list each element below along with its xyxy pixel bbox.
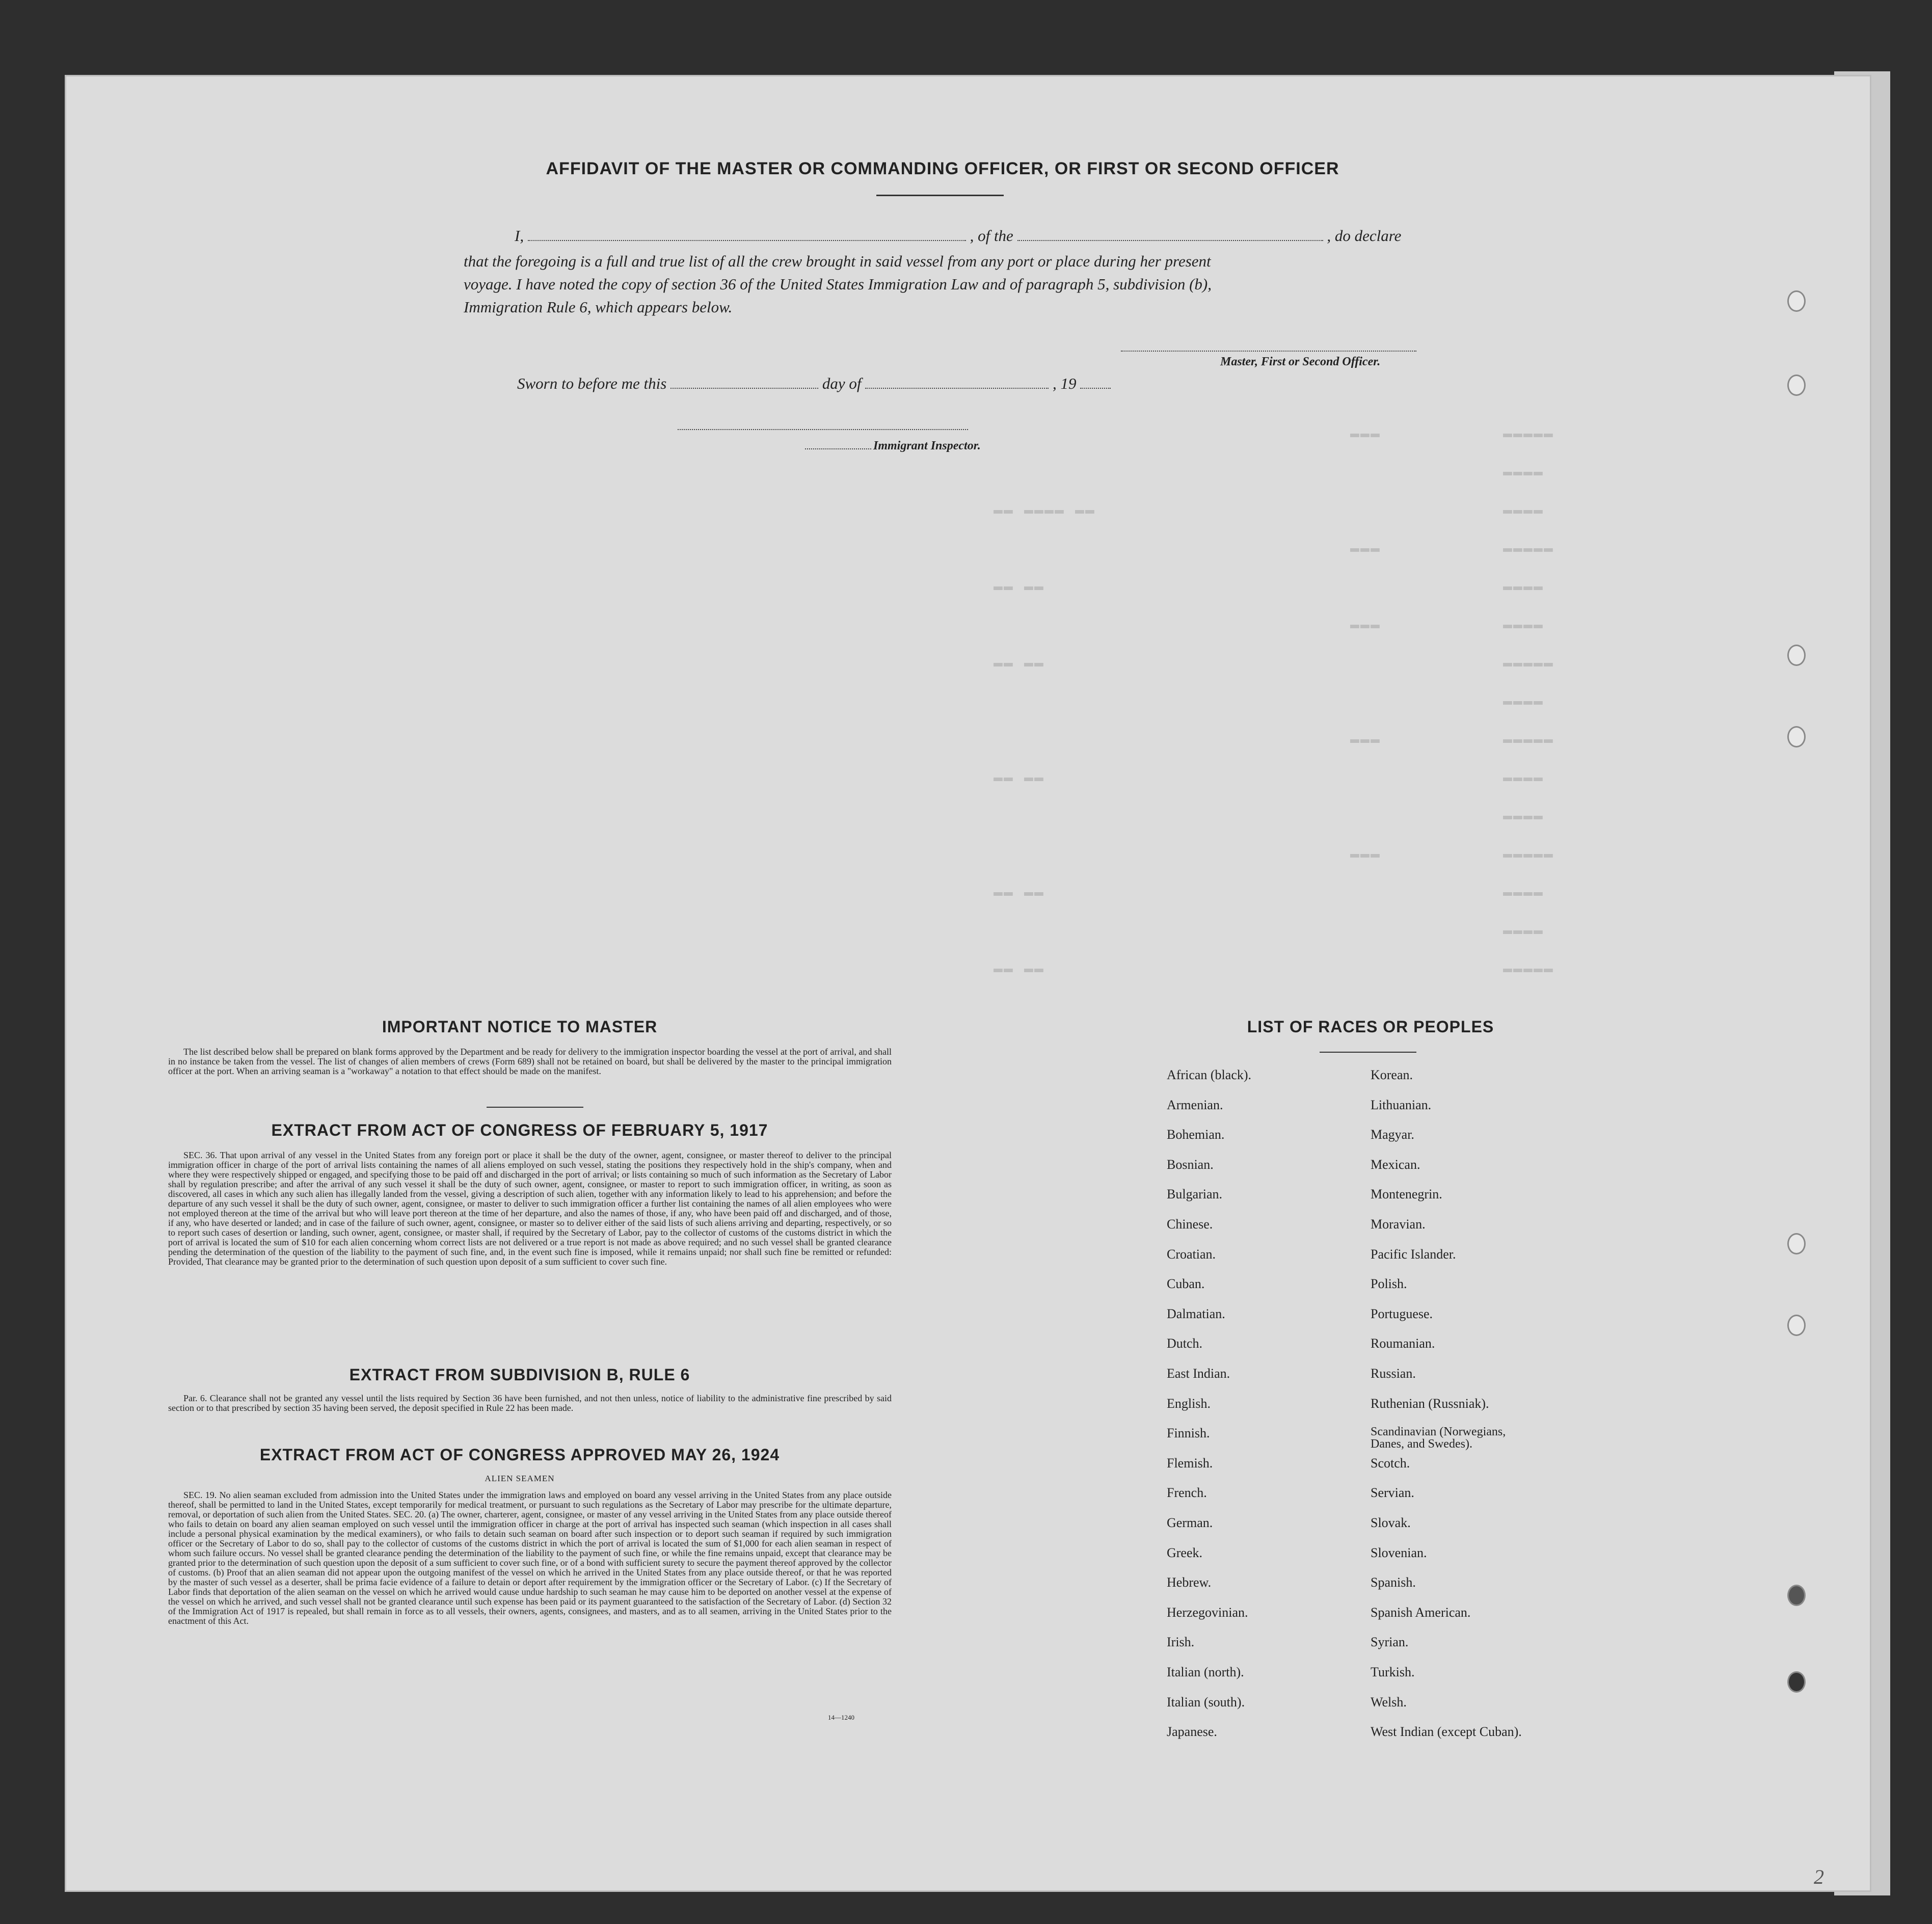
bleed-through-row: ▬▬▬▬ <box>1503 617 1544 634</box>
race-item: German. <box>1167 1515 1213 1530</box>
bleed-through-row: ▬▬▬▬ <box>1503 808 1544 825</box>
binder-hole <box>1787 1671 1806 1693</box>
race-item: Slovak. <box>1371 1515 1411 1530</box>
race-item: East Indian. <box>1167 1366 1230 1381</box>
bleed-through-row: ▬▬▬ <box>1350 425 1381 443</box>
bleed-through-row: ▬▬▬▬▬ <box>1503 731 1554 749</box>
bleed-through-row: ▬▬▬ <box>1350 617 1381 634</box>
race-item: Bulgarian. <box>1167 1187 1223 1202</box>
race-item: French. <box>1167 1485 1207 1501</box>
binder-hole <box>1787 1585 1806 1606</box>
race-item: Portuguese. <box>1371 1306 1433 1321</box>
race-item: English. <box>1167 1396 1211 1411</box>
race-item: Cuban. <box>1167 1276 1205 1292</box>
race-item: Lithuanian. <box>1371 1097 1432 1112</box>
extract-1924-text: SEC. 19. No alien seaman excluded from admission into the United States under the immigration laws and employed on board any vessel arriving in the United States from any place outside thereof, shall be permitted to land in the United States, except temporarily for medical treatment, or pursuant to such regulations as the Secretary of Labor may prescribe for the ultimate departure, removal, or deportation of such alien from the United States. SEC. 20. (a) The owner, charterer, agent, consignee, or master of any vessel arriving in the United States from any place outside thereof who fails to detain on board any alien seaman employed on such vessel until the immigration officer in charge at the port of arrival has inspected such seaman (which inspection in all cases shall include a personal physical examination by the medical examiners), or who fails to detain such seaman on board after such inspection or to deport such seaman if required by such immigration officer or the Secretary of Labor to do so, shall pay to the collector of customs of the customs district in which the port of arrival is located the sum of $1,000 for each alien seaman in respect of whom such failure occurs. No vessel shall be granted clearance pending the determination of the liability to the payment of such fine, or while the fine remains unpaid, except that clearance may be granted prior to the determination of such question upon the deposit of a sum sufficient to cover such fine, or of a bond with sufficient surety to secure the payment thereof approved by the collector of customs. (b) Proof that an alien seaman did not appear upon the outgoing manifest of the vessel on which he arrived in the United States from any place outside thereof, or that he was reported by the master of such vessel as a deserter, shall be prima facie evidence of a failure to detain or deport after requirement by the immigration officer or the Secretary of Labor. (c) If the Secretary of Labor finds that deportation of the alien seaman on the vessel on which he arrived would cause undue hardship to such seaman he may cause him to be deported on another vessel at the expense of the vessel on which he arrived, and such vessel shall not be granted clearance until such expense has been paid or its payment guaranteed to the satisfaction of the Secretary of Labor. (d) Section 32 of the Immigration Act of 1917 is repealed, but shall remain in force as to all vessels, their owners, agents, consignees, and masters, and as to all seamen, arriving in the United States prior to the enactment of this Act. <box>168 1490 892 1626</box>
race-item: Ruthenian (Russniak). <box>1371 1396 1489 1411</box>
race-item: Irish. <box>1167 1635 1195 1650</box>
bleed-through-row: ▬▬ ▬▬ <box>994 578 1045 596</box>
affidavit-line-4: Immigration Rule 6, which appears below. <box>464 298 733 316</box>
bleed-through-row: ▬▬▬▬▬ <box>1503 425 1554 443</box>
race-item: Magyar. <box>1371 1127 1414 1142</box>
race-item: West Indian (except Cuban). <box>1371 1724 1522 1740</box>
races-title: LIST OF RACES OR PEOPLES <box>1247 1018 1494 1036</box>
race-item: Greek. <box>1167 1545 1203 1560</box>
bleed-through-row: ▬▬ ▬▬▬▬ ▬▬ <box>994 502 1096 519</box>
affidavit-line-2: that the foregoing is a full and true list of all the crew brought in said vessel from any port or place during her present <box>464 252 1211 270</box>
race-item: Moravian. <box>1371 1217 1426 1232</box>
bleed-through-row: ▬▬ ▬▬ <box>994 960 1045 978</box>
master-caption: Master, First or Second Officer. <box>1220 355 1381 368</box>
sworn-day-field[interactable] <box>670 387 818 389</box>
affidavit-i-label: I, <box>515 227 524 245</box>
binder-hole <box>1787 1233 1806 1254</box>
race-item: Roumanian. <box>1371 1336 1435 1351</box>
race-item: Russian. <box>1371 1366 1416 1381</box>
bleed-through-row: ▬▬▬▬▬ <box>1503 846 1554 863</box>
race-item: Croatian. <box>1167 1246 1216 1262</box>
race-item: Welsh. <box>1371 1694 1407 1709</box>
extract-1924-subtitle: ALIEN SEAMEN <box>485 1474 555 1483</box>
master-signature-line[interactable] <box>1121 351 1416 352</box>
affidavit-line-3: voyage. I have noted the copy of section 36 of the United States Immigration Law and of paragraph 5, subdivision (b), <box>464 275 1212 293</box>
bleed-through-row: ▬▬▬ <box>1350 846 1381 863</box>
sworn-label: Sworn to before me this <box>517 375 667 392</box>
bleed-through-row: ▬▬▬▬ <box>1503 922 1544 940</box>
notice-text: The list described below shall be prepared on blank forms approved by the Department and be ready for delivery to the immigration inspector boarding the vessel at the port of arrival, and shall in no instance be taken from the vessel. The list of changes of alien members of crews (Form 689) shall not be retained on board, but shall be delivered by the master to the principal immigration officer at the port. When an arriving seaman is a "workaway" a notation to that effect should be made on the manifest. <box>168 1047 892 1076</box>
race-item: Korean. <box>1371 1067 1413 1082</box>
race-item: Armenian. <box>1167 1097 1223 1112</box>
bleed-through-row: ▬▬▬▬▬ <box>1503 960 1554 978</box>
bleed-through-row: ▬▬ ▬▬ <box>994 884 1045 901</box>
notice-divider <box>487 1107 583 1108</box>
race-item: Servian. <box>1371 1485 1414 1501</box>
race-item: Polish. <box>1371 1276 1407 1292</box>
form-number: 14—1240 <box>828 1714 854 1721</box>
binder-hole <box>1787 726 1806 747</box>
affidavit-title: AFFIDAVIT OF THE MASTER OR COMMANDING OFFICER, OR FIRST OR SECOND OFFICER <box>546 159 1339 178</box>
sworn-year-field[interactable] <box>1080 387 1111 389</box>
extract-1917-title: EXTRACT FROM ACT OF CONGRESS OF FEBRUARY 5, 1917 <box>271 1121 768 1139</box>
extract-1917-text: SEC. 36. That upon arrival of any vessel in the United States from any foreign port or place it shall be the duty of the owner, agent, consignee, or master thereof to deliver to the principal immigration officer in charge of the port of arrival lists containing the names of all aliens employed on such vessel, stating the positions they respectively hold in the ship's company, when and where they were respectively shipped or engaged, and specifying those to be paid off and discharged in the port of arrival; or lists containing so much of such information as the Secretary of Labor shall by regulation prescribe; and after the arrival of any such vessel it shall be the duty of such owner, agent, consignee, or master to report to such immigration officer, in writing, as soon as discovered, all cases in which any such alien has illegally landed from the vessel, giving a description of such alien, together with any information likely to lead to his apprehension; and before the departure of any such vessel it shall be the duty of such owner, agent, consignee, or master to deliver to such immigration officer a further list containing the names of all alien employees who were not employed thereon at the time of the arrival but who will leave port thereon at the time of her departure, and also the names of those, if any, who have been paid off and discharged, and of those, if any, who have deserted or landed; and in case of the failure of such owner, agent, consignee, or master so to deliver either of the said lists of such aliens arriving and departing, respectively, or so to report such cases of desertion or landing, such owner, agent, consignee, or master shall, if required by the Secretary of Labor, pay to the collector of customs of the customs district in which the port of arrival is located the sum of $10 for each alien concerning whom correct lists are not delivered or a true report is not made as above required; and no such vessel shall be granted clearance pending the determination of the question of the liability to the payment of such fine, and, in the event such fine is imposed, while it remains unpaid; nor shall such fine be remitted or refunded: Provided, That clearance may be granted prior to the determination of such question upon deposit of a sum sufficient to cover such fine. <box>168 1150 892 1267</box>
bleed-through-row: ▬▬▬▬ <box>1503 884 1544 901</box>
race-item: Pacific Islander. <box>1371 1246 1456 1262</box>
sworn-month-field[interactable] <box>865 387 1049 389</box>
races-underline <box>1320 1052 1416 1053</box>
affidavit-line-1 <box>515 227 1401 245</box>
notice-title: IMPORTANT NOTICE TO MASTER <box>382 1018 658 1036</box>
race-item: Dutch. <box>1167 1336 1203 1351</box>
bleed-through-row: ▬▬ ▬▬ <box>994 655 1045 672</box>
affidavit-declare-label: , do declare <box>1327 227 1402 245</box>
inspector-signature-line[interactable] <box>678 429 968 430</box>
page-number-mark: 2 <box>1814 1865 1824 1888</box>
race-item: Hebrew. <box>1167 1575 1212 1590</box>
bleed-through-row: ▬▬▬▬ <box>1503 464 1544 481</box>
inspector-dots <box>805 448 871 449</box>
bleed-through-row: ▬▬▬▬ <box>1503 769 1544 787</box>
race-item: Spanish American. <box>1371 1605 1471 1620</box>
race-item: Slovenian. <box>1371 1545 1427 1560</box>
bleed-through-row: ▬▬▬▬ <box>1503 693 1544 710</box>
race-item: Bosnian. <box>1167 1157 1214 1172</box>
sworn-day-of-label: day of <box>822 375 862 392</box>
race-item: Bohemian. <box>1167 1127 1225 1142</box>
extract-1924-title: EXTRACT FROM ACT OF CONGRESS APPROVED MAY 26, 1924 <box>259 1446 780 1464</box>
race-item: Syrian. <box>1371 1635 1409 1650</box>
race-item: Herzegovinian. <box>1167 1605 1248 1620</box>
title-underline <box>876 195 1004 196</box>
bleed-through-row: ▬▬ ▬▬ <box>994 769 1045 787</box>
bleed-through-row: ▬▬▬▬▬ <box>1503 540 1554 557</box>
binder-hole <box>1787 290 1806 312</box>
race-item: Italian (south). <box>1167 1694 1245 1709</box>
sworn-line <box>517 375 1111 393</box>
race-item: Flemish. <box>1167 1455 1213 1471</box>
race-item: African (black). <box>1167 1067 1252 1082</box>
race-item: Scotch. <box>1371 1455 1410 1471</box>
bleed-through-row: ▬▬▬▬ <box>1503 578 1544 596</box>
race-item: Italian (north). <box>1167 1665 1244 1679</box>
bleed-through-row: ▬▬▬▬▬ <box>1503 655 1554 672</box>
race-item: Montenegrin. <box>1371 1187 1442 1202</box>
extract-rule6-text: Par. 6. Clearance shall not be granted any vessel until the lists required by Section 36 have been furnished, and not then unless, notice of liability to the administrative fine prescribed by said section or to that prescribed by section 35 having been served, the deposit specified in Rule 22 has been made. <box>168 1393 892 1413</box>
race-item: Mexican. <box>1371 1157 1420 1172</box>
race-item: Japanese. <box>1167 1724 1217 1740</box>
race-item: Finnish. <box>1167 1426 1210 1441</box>
name-field[interactable] <box>528 239 966 241</box>
sworn-year-label: , 19 <box>1052 375 1077 392</box>
vessel-field[interactable] <box>1017 239 1323 241</box>
race-item: Spanish. <box>1371 1575 1416 1590</box>
binder-hole <box>1787 645 1806 666</box>
inspector-caption: Immigrant Inspector. <box>873 439 981 452</box>
inspector-caption-row <box>805 439 981 453</box>
bleed-through-row: ▬▬▬▬ <box>1503 502 1544 519</box>
race-item: Scandinavian (Norwegians, Danes, and Swedes). <box>1371 1425 1506 1451</box>
binder-hole <box>1787 375 1806 396</box>
race-item: Turkish. <box>1371 1665 1415 1679</box>
race-item: Dalmatian. <box>1167 1306 1225 1321</box>
binder-hole <box>1787 1315 1806 1336</box>
affidavit-of-the-label: , of the <box>970 227 1013 245</box>
bleed-through-row: ▬▬▬ <box>1350 540 1381 557</box>
bleed-through-row: ▬▬▬ <box>1350 731 1381 749</box>
extract-rule6-title: EXTRACT FROM SUBDIVISION B, RULE 6 <box>349 1366 690 1384</box>
race-item: Chinese. <box>1167 1217 1213 1232</box>
